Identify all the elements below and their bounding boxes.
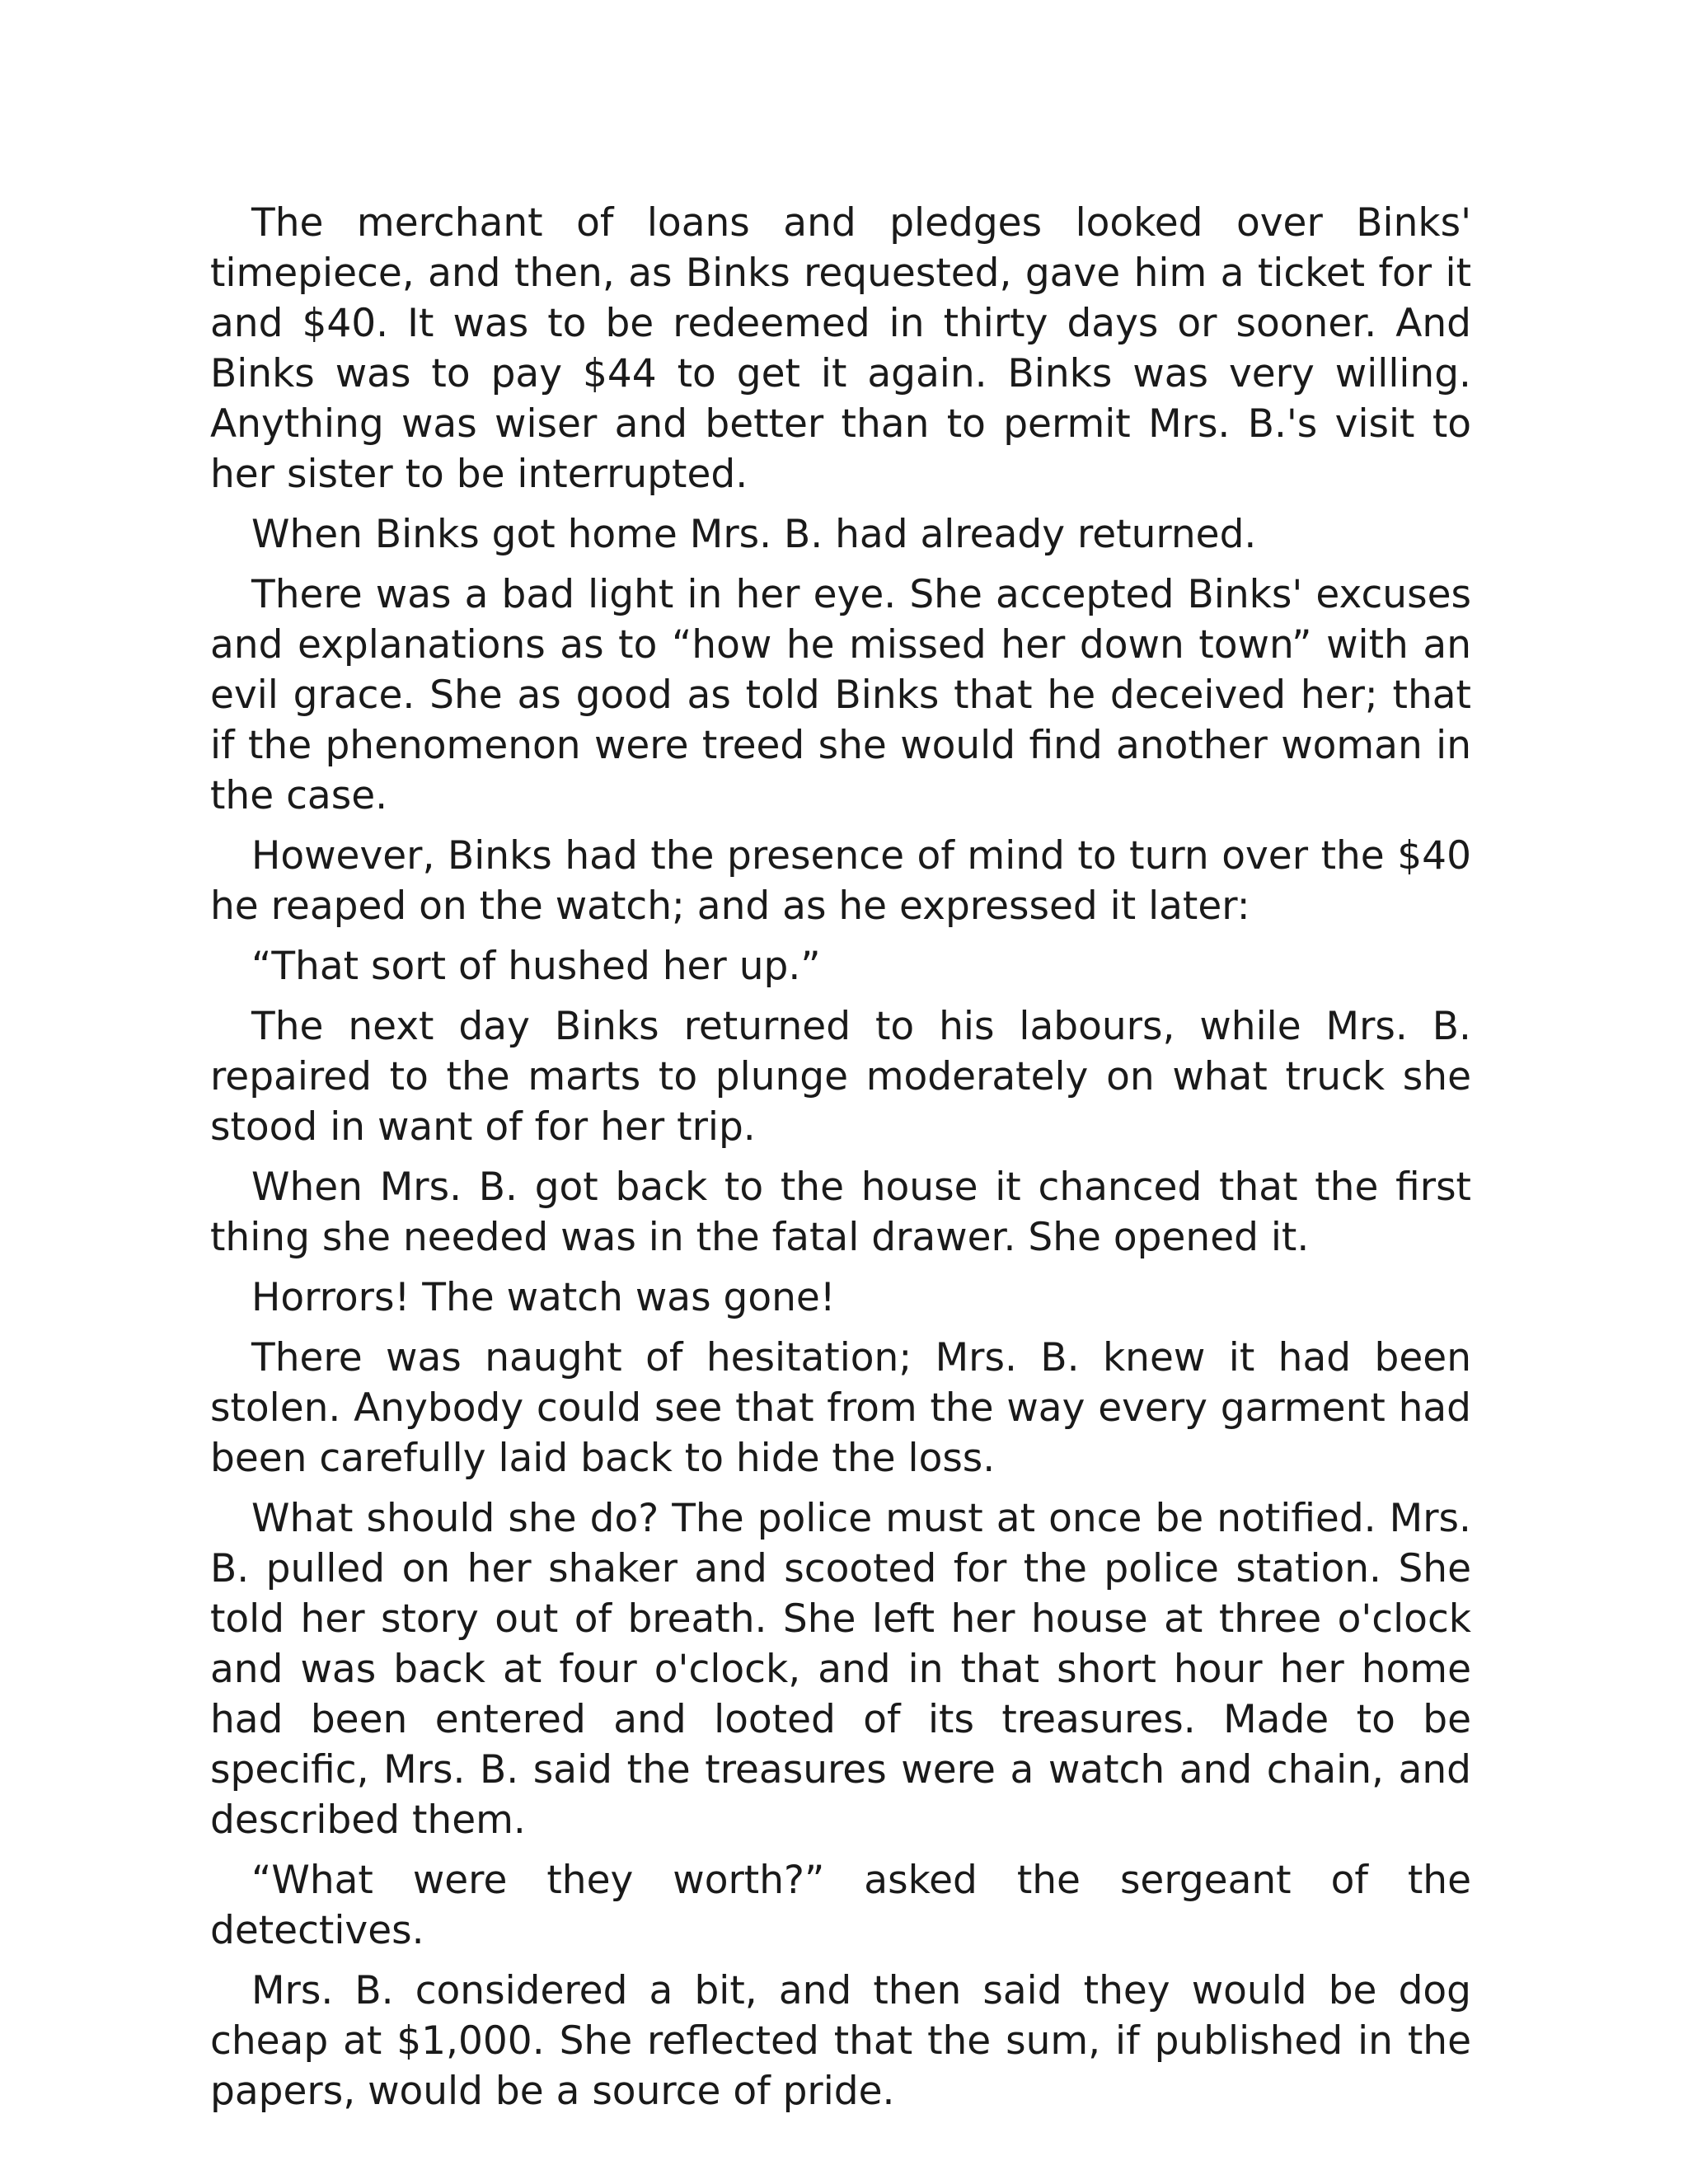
paragraph-9: There was naught of hesitation; Mrs. B. knew it had been stolen. Anybody could see that from the way every garment had been carefully laid back to hide the loss.: [210, 1335, 1471, 1481]
paragraph-6: The next day Binks returned to his labours, while Mrs. B. repaired to the marts to plunge moderately on what truck she stood in want of for her trip.: [210, 1004, 1471, 1150]
paragraph-7: When Mrs. B. got back to the house it chanced that the first thing she needed was in the fatal drawer. She opened it.: [210, 1165, 1471, 1260]
paragraph-3: There was a bad light in her eye. She accepted Binks' excuses and explanations as to “how he missed her down town” with an evil grace. She as good as told Binks that he deceived her; that if the phenomenon were treed she would find another woman in the case.: [210, 572, 1471, 818]
paragraph-10: What should she do? The police must at once be notified. Mrs. B. pulled on her shaker and scooted for the police station. She told her story out of breath. She left her house at three o'clock and was back at four o'clock, and in that short hour her home had been entered and looted of its treasures. Made to be specific, Mrs. B. said the treasures were a watch and chain, and described them.: [210, 1496, 1471, 1843]
document-page: [210, 198, 1471, 2126]
paragraph-2: When Binks got home Mrs. B. had already returned.: [251, 512, 1257, 557]
paragraph-4: However, Binks had the presence of mind to turn over the $40 he reaped on the watch; and as he expressed it later:: [210, 833, 1471, 929]
paragraph-11: “What were they worth?” asked the sergeant of the detectives.: [210, 1858, 1471, 1953]
paragraph-5: “That sort of hushed her up.”: [251, 944, 821, 989]
paragraph-1: The merchant of loans and pledges looked over Binks' timepiece, and then, as Binks requested, gave him a ticket for it and $40. It was to be redeemed in thirty days or sooner. And Binks was to pay $44 to get it again. Binks was very willing. Anything was wiser and better than to permit Mrs. B.'s visit to her sister to be interrupted.: [210, 200, 1471, 497]
paragraph-12: Mrs. B. considered a bit, and then said they would be dog cheap at $1,000. She reflected that the sum, if published in the papers, would be a source of pride.: [210, 1968, 1471, 2114]
paragraph-8: Horrors! The watch was gone!: [251, 1275, 836, 1320]
